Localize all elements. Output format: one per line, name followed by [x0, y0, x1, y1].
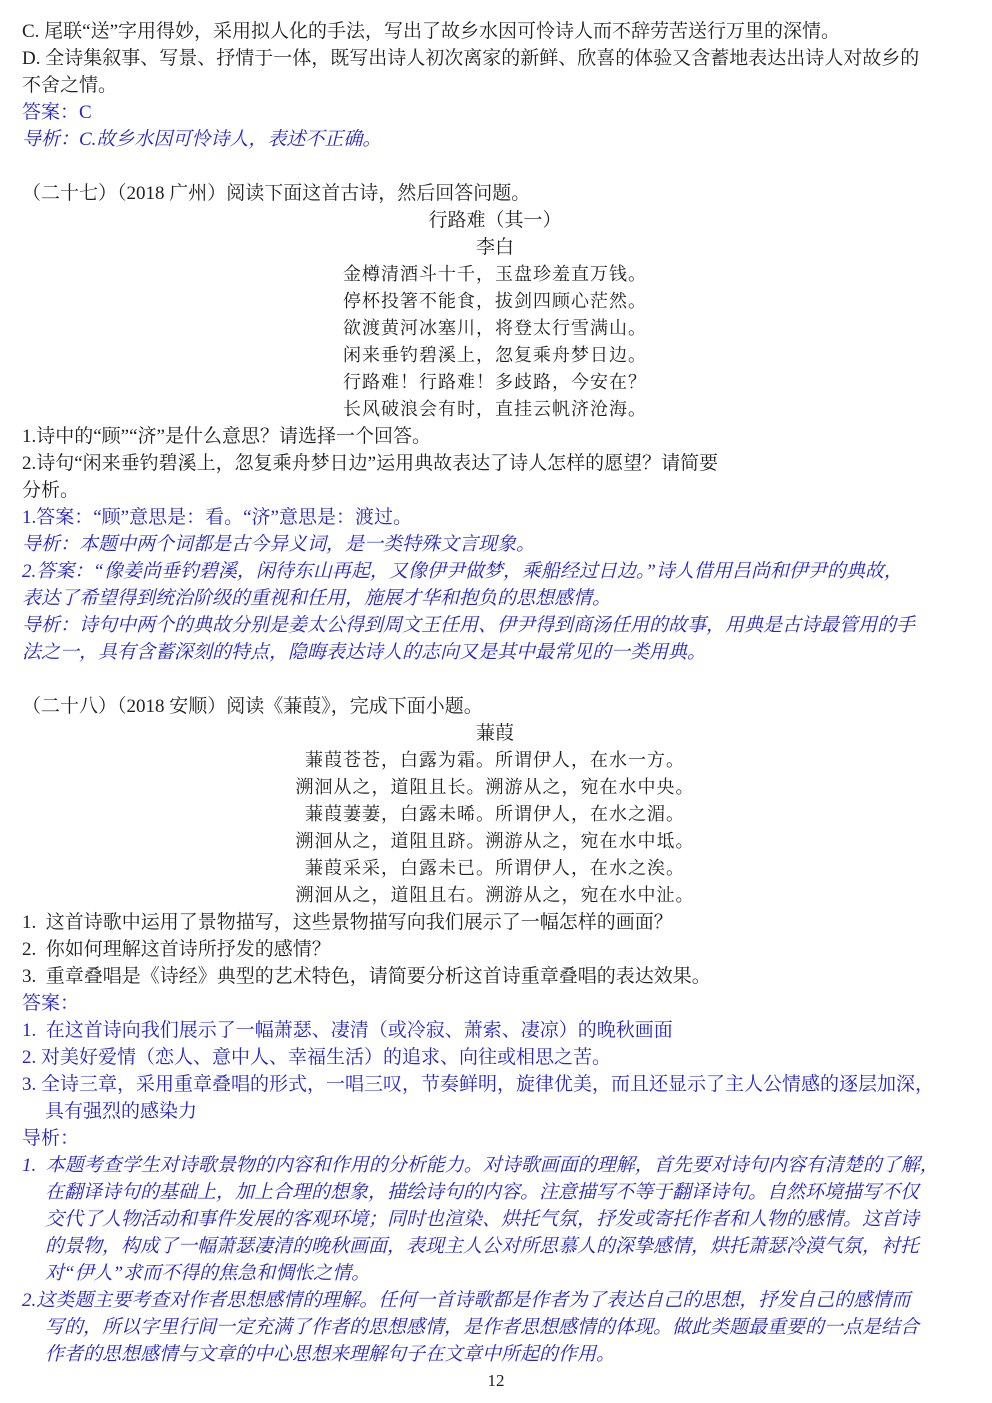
- answer-text: 3. 全诗三章，采用重章叠唱的形式，一唱三叹，节奏鲜明，旋律优美，而且还显示了主人公情感的逐层加深，: [22, 1074, 935, 1095]
- answer-continuation: 表达了希望得到统治阶级的重视和任用，施展才华和抱负的思想感情。: [22, 588, 612, 609]
- analysis-continuation: 法之一，具有含蓄深刻的特点，隐晦表达诗人的志向又是其中最常见的一类用典。: [22, 642, 707, 663]
- section-exercise-28-jianjia: [22, 693, 968, 1368]
- poem-line: 长风破浪会有时，直挂云帆济沧海。: [343, 399, 647, 419]
- analysis-text: 2.这类题主要考查对作者思想感情的理解。任何一首诗歌都是作者为了表达自己的思想，抒发自己的感情而: [22, 1290, 911, 1311]
- analysis-text: 导析：诗句中两个的典故分别是姜太公得到周文王任用、伊尹得到商汤任用的故事，用典是古诗最管用的手: [22, 615, 916, 636]
- question-continuation: 分析。: [22, 480, 80, 501]
- question-text: 3. 重章叠唱是《诗经》典型的艺术特色，请简要分析这首诗重章叠唱的表达效果。: [22, 966, 711, 987]
- poem-line: 溯洄从之，道阻且跻。溯游从之，宛在水中坻。: [295, 831, 695, 851]
- exercise-heading: （二十八）（2018 安顺）阅读《蒹葭》，完成下面小题。: [22, 696, 483, 717]
- exercise-heading: （二十七）（2018 广州）阅读下面这首古诗，然后回答问题。: [22, 183, 531, 204]
- poem-line: 溯洄从之，道阻且右。溯游从之，宛在水中沚。: [295, 885, 695, 905]
- document-content: [22, 18, 968, 1368]
- poem-line: 蒹葭苍苍，白露为霜。所谓伊人，在水一方。: [305, 750, 685, 770]
- answer-text: 2. 对美好爱情（恋人、意中人、幸福生活）的追求、向往或相思之苦。: [22, 1047, 612, 1068]
- answer-text: 答案：C: [22, 102, 92, 123]
- poem-line: 金樽清酒斗十千，玉盘珍羞直万钱。: [343, 264, 647, 284]
- analysis-text: 导析：本题中两个词都是古今异义词，是一类特殊文言现象。: [22, 534, 536, 555]
- analysis-continuation: 对“伊人”求而不得的焦急和惆怅之情。: [45, 1263, 371, 1284]
- poem-line: 蒹葭萋萋，白露未晞。所谓伊人，在水之湄。: [305, 804, 685, 824]
- poem-line: 停杯投箸不能食，拔剑四顾心茫然。: [343, 291, 647, 311]
- analysis-continuation: 作者的思想感情与文章的中心思想来理解句子在文章中所起的作用。: [45, 1344, 616, 1365]
- analysis-continuation: 交代了人物活动和事件发展的客观环境；同时也渲染、烘托气氛，抒发或寄托作者和人物的感情。这首诗: [45, 1209, 920, 1230]
- question-text: 2.诗句“闲来垂钓碧溪上，忽复乘舟梦日边”运用典故表达了诗人怎样的愿望？请简要: [22, 453, 719, 474]
- analysis-continuation: 在翻译诗句的基础上，加上合理的想象，描绘诗句的内容。注意描写不等于翻译诗句。自然环境描写不仅: [45, 1182, 920, 1203]
- analysis-continuation: 的景物，构成了一幅萧瑟凄清的晚秋画面，表现主人公对所思慕人的深挚感情，烘托萧瑟冷漠气氛，衬托: [45, 1236, 920, 1257]
- page-footer: [0, 1371, 992, 1391]
- answer-text: 1.答案：“顾”意思是：看。“济”意思是：渡过。: [22, 507, 412, 528]
- poem-line: 欲渡黄河冰塞川，将登太行雪满山。: [343, 318, 647, 338]
- poem-title: 蒹葭: [475, 723, 514, 744]
- poem-author: 李白: [475, 237, 514, 258]
- poem-line: 闲来垂钓碧溪上，忽复乘舟梦日边。: [343, 345, 647, 365]
- page-number: 12: [487, 1371, 505, 1390]
- answer-text: 2.答案：“像姜尚垂钓碧溪，闲待东山再起，又像伊尹做梦，乘船经过日边。”诗人借用吕尚和伊尹的典故，: [22, 561, 903, 582]
- answer-text: 1. 在这首诗向我们展示了一幅萧瑟、凄清（或冷寂、萧索、凄凉）的晚秋画面: [22, 1020, 673, 1041]
- choice-option-continuation: 不舍之情。: [22, 75, 118, 96]
- analysis-label: 导析：: [22, 1128, 80, 1149]
- answer-continuation: 具有强烈的感染力: [45, 1101, 198, 1122]
- answer-label: 答案：: [22, 993, 80, 1014]
- poem-line: 溯洄从之，道阻且长。溯游从之，宛在水中央。: [295, 777, 695, 797]
- section-exercise-26-tail: [22, 18, 968, 153]
- analysis-continuation: 写的，所以字里行间一定充满了作者的思想感情，是作者思想感情的体现。做此类题最重要的一点是结合: [45, 1317, 920, 1338]
- analysis-text: 导析：C.故乡水因可怜诗人，表述不正确。: [22, 129, 382, 150]
- poem-line: 行路难！行路难！多歧路，今安在？: [343, 372, 647, 392]
- question-text: 1. 这首诗歌中运用了景物描写，这些景物描写向我们展示了一幅怎样的画面？: [22, 912, 673, 933]
- poem-line: 蒹葭采采，白露未已。所谓伊人，在水之涘。: [305, 858, 685, 878]
- choice-option: C. 尾联“送”字用得妙，采用拟人化的手法，写出了故乡水因可怜诗人而不辞劳苦送行万里的深情。: [22, 21, 841, 42]
- question-text: 2. 你如何理解这首诗所抒发的感情？: [22, 939, 331, 960]
- analysis-text: 1. 本题考查学生对诗歌景物的内容和作用的分析能力。对诗歌画面的理解，首先要对诗句内容有清楚的了解，: [22, 1155, 939, 1176]
- question-text: 1.诗中的“顾”“济”是什么意思？请选择一个回答。: [22, 426, 431, 447]
- section-exercise-27-xingzhunan: [22, 180, 968, 666]
- poem-title: 行路难（其一）: [428, 210, 562, 231]
- choice-option: D. 全诗集叙事、写景、抒情于一体，既写出诗人初次离家的新鲜、欣喜的体验又含蓄地表达出诗人对故乡的: [22, 48, 920, 69]
